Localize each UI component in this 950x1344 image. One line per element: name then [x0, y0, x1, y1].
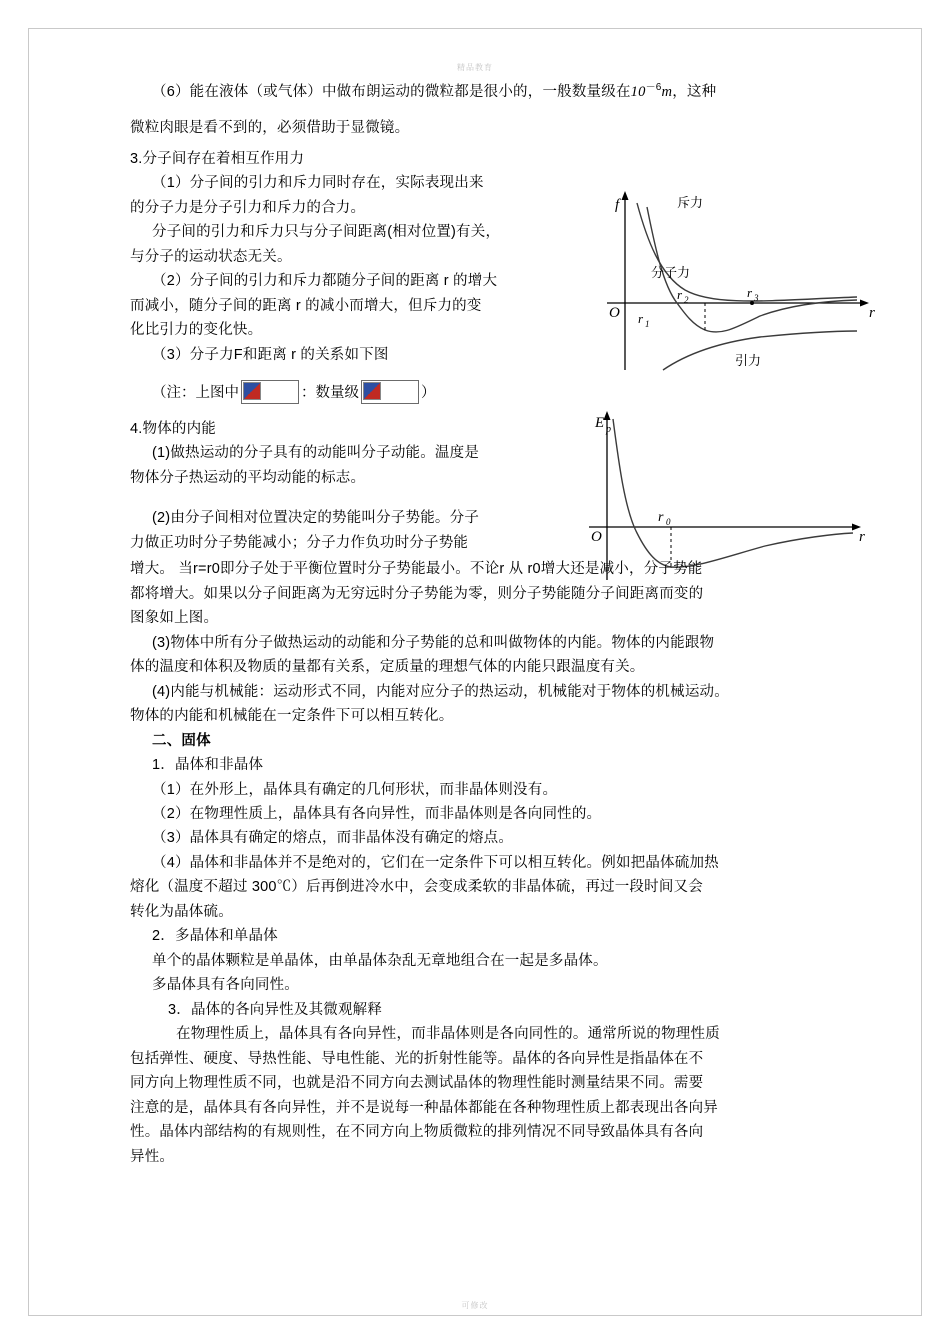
- svg-text:3: 3: [754, 293, 759, 303]
- paragraph-6-text: （6）能在液体（或气体）中做布朗运动的微粒都是很小的，一般数量级在: [152, 83, 631, 100]
- p3-2a: 分子间的引力和斥力只与分子间距离(相对位置)有关，: [152, 224, 501, 241]
- s2: 2．多晶体和单晶体: [152, 928, 278, 945]
- note-prefix: （注：上图中: [152, 385, 239, 402]
- s1-4a: （4）晶体和非晶体并不是绝对的，它们在一定条件下可以相互转化。例如把晶体硫加热: [152, 854, 719, 871]
- s1: 1．晶体和非晶体: [152, 757, 264, 774]
- p4-1b: 物体分子热运动的平均动能的标志。: [130, 469, 366, 486]
- p4-4a: (4)内能与机械能：运动形式不同，内能对应分子的热运动，机械能对于物体的机械运动。: [152, 683, 729, 700]
- heading-section-2: 二、固体: [152, 732, 211, 749]
- svg-text:r: r: [859, 529, 865, 545]
- svg-text:0: 0: [666, 517, 671, 527]
- heading-3: 3.分子间存在着相互作用力: [130, 150, 305, 167]
- p4-2d: 都将增大。如果以分子间距离为无穷远时分子势能为零，则分子势能随分子间距离而变的: [130, 585, 704, 602]
- paragraph-6-cont: 微粒肉眼是看不到的，必须借助于显微镜。: [130, 120, 410, 137]
- image-placeholder-box-1[interactable]: [241, 380, 299, 404]
- broken-image-icon: [363, 382, 381, 400]
- p4-4b: 物体的内能和机械能在一定条件下可以相互转化。: [130, 708, 454, 725]
- s1-1: （1）在外形上，晶体具有确定的几何形状，而非晶体则没有。: [152, 781, 558, 798]
- s1-4b: 熔化（温度不超过 300℃）后再倒进冷水中，会变成柔软的非晶体硫，再过一段时间又会: [130, 879, 703, 896]
- s1-2: （2）在物理性质上，晶体具有各向异性，而非晶体则是各向同性的。: [152, 806, 602, 823]
- svg-text:r: r: [677, 287, 683, 302]
- watermark-top: 精品教育: [457, 63, 493, 72]
- s3: 3．晶体的各向异性及其微观解释: [168, 1001, 383, 1018]
- svg-text:分子力: 分子力: [651, 265, 691, 280]
- watermark-bottom: 可修改: [461, 1301, 489, 1310]
- p4-1a: (1)做热运动的分子具有的动能叫分子动能。温度是: [152, 445, 480, 462]
- power-of-ten: $10^{-6}m$: [630, 82, 673, 100]
- svg-text:r: r: [638, 311, 644, 326]
- svg-text:斥力: 斥力: [677, 195, 704, 210]
- p3-3a: （2）分子间的引力和斥力都随分子间的距离 r 的增大: [152, 273, 498, 290]
- svg-text:2: 2: [684, 295, 689, 305]
- s3-3: 同方向上物理性质不同，也就是沿不同方向去测试晶体的物理性能时测量结果不同。需要: [130, 1075, 704, 1092]
- p4-3b: 体的温度和体积及物质的量都有关系，定质量的理想气体的内能只跟温度有关。: [130, 659, 645, 676]
- svg-text:O: O: [609, 305, 620, 321]
- paragraph-6: [130, 80, 830, 103]
- svg-text:p: p: [606, 424, 611, 435]
- s3-5: 性。晶体内部结构的有规则性，在不同方向上物质微粒的排列情况不同导致晶体具有各向: [130, 1124, 704, 1141]
- svg-text:引力: 引力: [735, 353, 762, 368]
- document-body: [130, 80, 830, 1170]
- note-suffix: ）: [421, 385, 436, 402]
- s2-1: 单个的晶体颗粒是单晶体，由单晶体杂乱无章地组合在一起是多晶体。: [152, 952, 608, 969]
- s3-6: 异性。: [130, 1148, 175, 1165]
- broken-image-icon: [243, 382, 261, 400]
- p4-2c: 增大。 当r=r0即分子处于平衡位置时分子势能最小。不论r 从 r0增大还是减小，分子势能: [130, 561, 703, 578]
- p4-2b: 力做正功时分子势能减小；分子力作负功时分子势能: [130, 534, 469, 551]
- svg-text:r: r: [658, 510, 664, 525]
- image-placeholder-box-2[interactable]: [361, 380, 419, 404]
- p3-2b: 与分子的运动状态无关。: [130, 248, 292, 265]
- s3-2: 包括弹性、硬度、导热性能、导电性能、光的折射性能等。晶体的各向异性是指晶体在不: [130, 1050, 704, 1067]
- p3-1a: （1）分子间的引力和斥力同时存在，实际表现出来: [152, 175, 484, 192]
- svg-text:E: E: [595, 415, 605, 431]
- s1-4c: 转化为晶体硫。: [130, 903, 233, 920]
- p3-3b: 而减小，随分子间的距离 r 的减小而增大，但斥力的变: [130, 297, 482, 314]
- s2-2: 多晶体具有各向同性。: [152, 977, 299, 994]
- note-line: [130, 380, 830, 404]
- svg-text:O: O: [591, 529, 602, 545]
- svg-text:r: r: [869, 305, 875, 321]
- p3-3c: 化比引力的变化快。: [130, 322, 263, 339]
- p4-2e: 图象如上图。: [130, 610, 219, 627]
- p3-4: （3）分子力F和距离 r 的关系如下图: [152, 346, 389, 363]
- svg-text:1: 1: [645, 319, 650, 329]
- svg-text:f: f: [615, 197, 620, 213]
- p3-1b: 的分子力是分子引力和斥力的合力。: [130, 199, 366, 216]
- note-mid: ：数量级: [301, 385, 359, 402]
- svg-text:r: r: [747, 285, 753, 300]
- s3-4: 注意的是，晶体具有各向异性，并不是说每一种晶体都能在各种物理性质上都表现出各向异: [130, 1099, 718, 1116]
- s3-1: 在物理性质上，晶体具有各向异性，而非晶体则是各向同性的。通常所说的物理性质: [176, 1026, 720, 1043]
- heading-4: 4.物体的内能: [130, 420, 216, 437]
- s1-3: （3）晶体具有确定的熔点，而非晶体没有确定的熔点。: [152, 830, 514, 847]
- p4-3a: (3)物体中所有分子做热运动的动能和分子势能的总和叫做物体的内能。物体的内能跟物: [152, 634, 715, 651]
- paragraph-6-tail: ，这种: [672, 83, 717, 100]
- p4-2a: (2)由分子间相对位置决定的势能叫分子势能。分子: [152, 510, 480, 527]
